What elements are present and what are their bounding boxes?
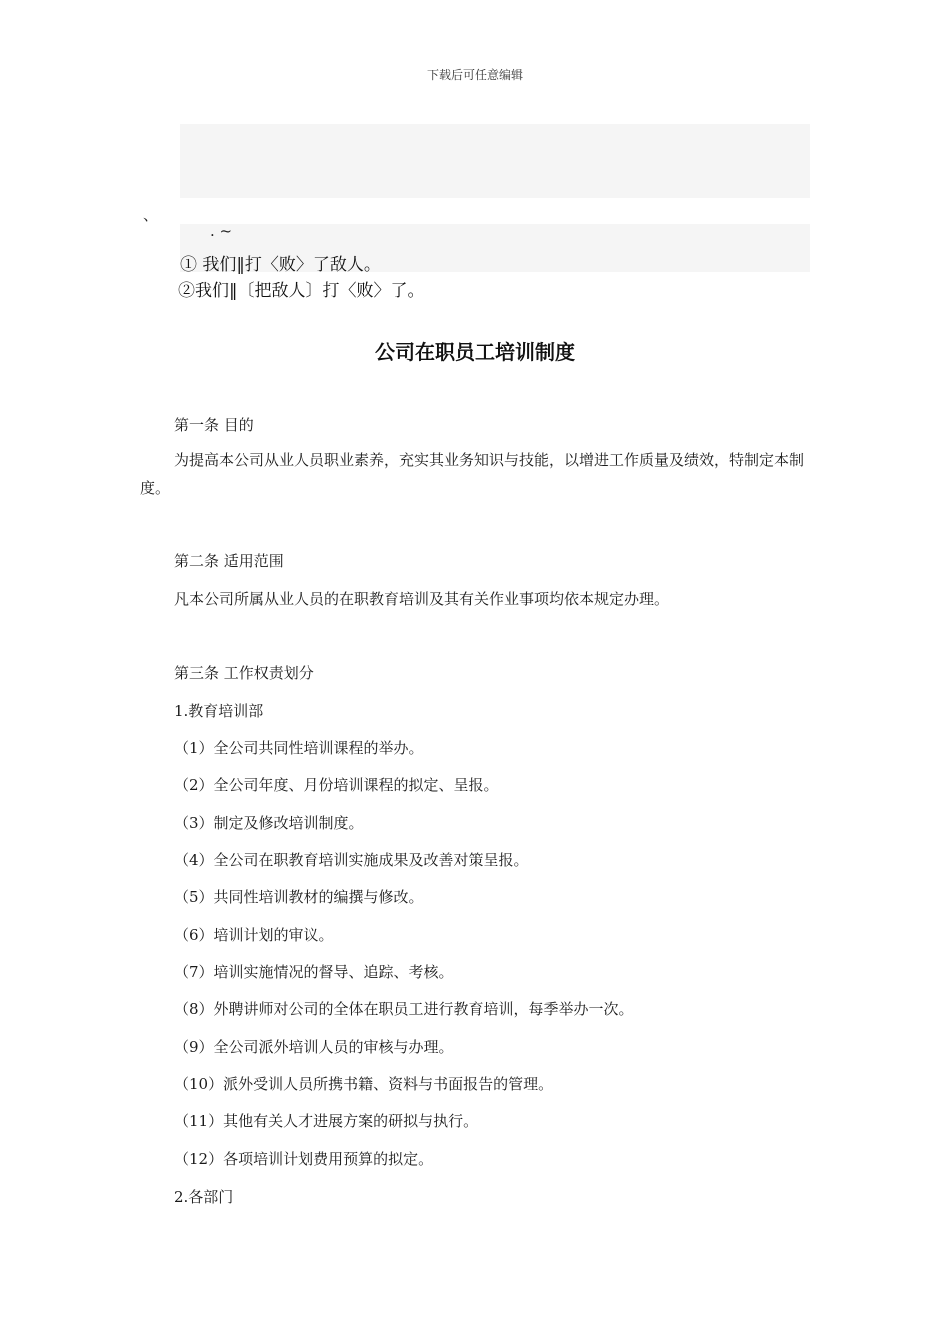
article-2-body: 凡本公司所属从业人员的在职教育培训及其有关作业事项均依本规定办理。 xyxy=(174,590,670,608)
list-item: （6）培训计划的审议。 xyxy=(174,926,334,944)
comma-mark: 、 xyxy=(143,206,159,224)
list-item: （8）外聘讲师对公司的全体在职员工进行教育培训，每季举办一次。 xyxy=(174,1000,634,1018)
section-heading: 2.各部门 xyxy=(174,1188,234,1206)
article-1-heading: 第一条 目的 xyxy=(174,416,254,434)
page-header-note: 下载后可任意编辑 xyxy=(426,68,523,82)
example-sentence-1: ① 我们‖打〈败〉了敌人。 xyxy=(180,255,381,275)
list-item: （9）全公司派外培训人员的审核与办理。 xyxy=(174,1038,454,1056)
list-item: （4）全公司在职教育培训实施成果及改善对策呈报。 xyxy=(174,851,529,869)
article-2-heading: 第二条 适用范围 xyxy=(174,552,284,570)
article-1-body: 为提高本公司从业人员职业素养，充实其业务知识与技能，以增进工作质量及绩效，特制定本制度。 xyxy=(140,451,805,497)
list-item: （3）制定及修改培训制度。 xyxy=(174,814,364,832)
article-3-heading: 第三条 工作权责划分 xyxy=(174,664,314,682)
document-title: 公司在职员工培训制度 xyxy=(375,340,575,364)
list-item: （12）各项培训计划费用预算的拟定。 xyxy=(174,1150,434,1168)
example-sentence-2: ②我们‖〔把敌人〕打〈败〉了。 xyxy=(178,281,425,301)
list-item: （10）派外受训人员所携书籍、资料与书面报告的管理。 xyxy=(174,1075,554,1093)
list-item: （7）培训实施情况的督导、追踪、考核。 xyxy=(174,963,454,981)
section-heading: 1.教育培训部 xyxy=(174,702,264,720)
list-item: （2）全公司年度、月份培训课程的拟定、呈报。 xyxy=(174,776,499,794)
shaded-block xyxy=(180,124,810,198)
dot-mark: . ~ xyxy=(210,222,233,240)
list-item: （5）共同性培训教材的编撰与修改。 xyxy=(174,888,424,906)
list-item: （11）其他有关人才进展方案的研拟与执行。 xyxy=(174,1112,479,1130)
list-item: （1）全公司共同性培训课程的举办。 xyxy=(174,739,424,757)
